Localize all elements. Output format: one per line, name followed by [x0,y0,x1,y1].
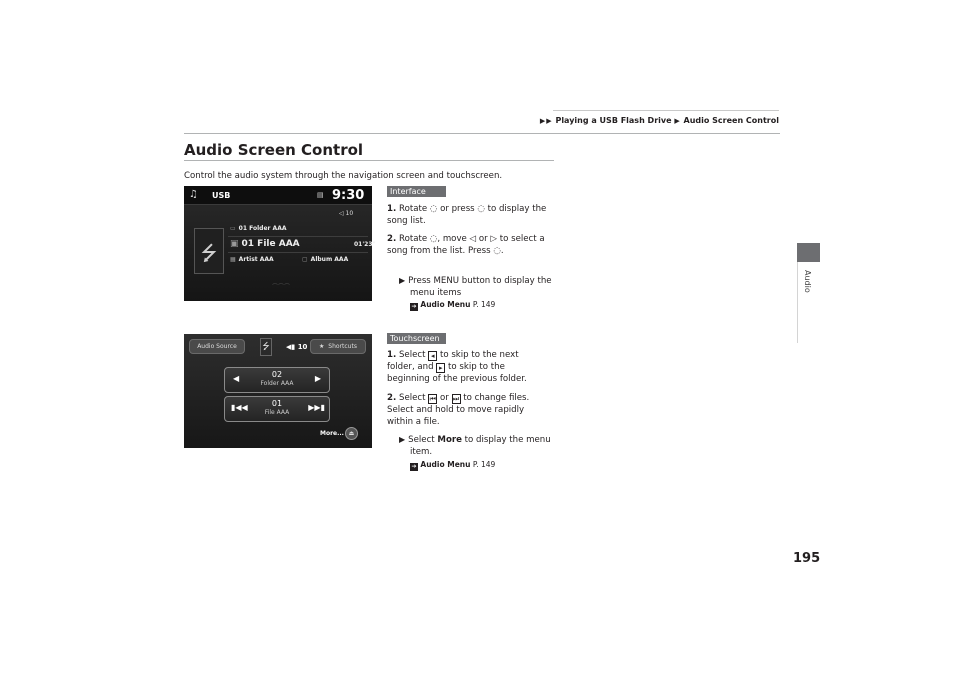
shortcuts-button: ★ Shortcuts [310,339,366,354]
touch-cross-reference[interactable]: ➔ Audio Menu P. 149 [411,460,496,470]
folder-label: Folder AAA [260,380,294,387]
album-row: ▢ Album AAA [302,256,349,263]
prev-folder-icon: ◀ [233,374,240,383]
breadcrumb-item-usb[interactable]: Playing a USB Flash Drive [555,116,672,125]
antenna-icon: ▤ [317,191,324,199]
eject-icon: ⏏ [345,427,358,440]
section-rule [184,133,780,134]
navigation-screen-image [184,186,376,301]
file-icon: ▣ [230,239,239,249]
skip-back-icon: ▮◀◀ [231,403,248,412]
breadcrumb-arrow-icon: ▶ [546,117,552,125]
speaker-icon: ◀▮ [286,343,296,351]
side-tab-label[interactable]: Audio [803,270,812,293]
usb-icon: ⭍ [194,228,224,274]
more-button: More... [320,430,344,437]
prev-folder-key-icon: ◂ [428,351,437,361]
file-label: File AAA [264,409,290,416]
artist-icon: ▦ [230,256,236,263]
reference-arrow-icon: ➔ [411,303,417,310]
skip-forward-icon: ▶▶▮ [308,403,325,412]
breadcrumb-arrow-icon: ▶ [674,117,680,125]
volume-indicator: ◀▮ 10 [286,343,308,351]
skip-forward-key-icon: ⏭ [452,395,460,403]
file-row: ▣ 01 File AAA [230,239,300,249]
triangle-bullet-icon: ▶ [399,276,406,285]
source-label: USB [212,191,231,200]
breadcrumb-item-audio-screen-control[interactable]: Audio Screen Control [683,116,779,125]
breadcrumb-arrow-icon: ▶ [539,117,546,125]
header-top-rule [553,110,779,111]
audio-source-button: Audio Source [189,339,245,354]
music-note-icon: ♫ [189,189,198,200]
folder-row: ▭ 01 Folder AAA [230,225,287,232]
touch-sub-note: ▶ Select More to display the menu item. [399,435,551,457]
touch-step-1: 1. Select ◂ to skip to the next folder, and ▸ to skip to the beginning of the previous folder. [387,350,527,384]
triangle-bullet-icon: ▶ [399,435,406,444]
intro-text: Control the audio system through the navigation screen and touchscreen. [184,171,503,181]
track-time: 01'23" [354,241,376,248]
next-folder-key-icon: ▸ [436,363,445,373]
clock: 9:30 [332,188,365,203]
skip-back-key-icon: ⏮ [429,395,436,403]
volume-indicator: ◁ 10 [339,210,354,217]
album-icon: ▢ [302,256,308,263]
page-title: Audio Screen Control [184,141,364,159]
star-icon: ★ [319,343,325,350]
side-tab-marker[interactable] [797,243,820,262]
interface-dial-tag: Interface Dial [387,186,446,197]
dial-step-1: 1. Rotate ◌ or press ◌ to display the song list. [387,204,547,226]
dial-step-2: 2. Rotate ◌, move ◁ or ▷ to select a song from the list. Press ◌. [387,234,545,256]
scroll-indicator-icon: ⌒⌒⌒ [272,284,291,291]
dial-cross-reference[interactable]: ➔ Audio Menu P. 149 [411,300,496,310]
dial-sub-note: ▶ Press MENU button to display the menu items [399,276,552,298]
touchscreen-tag: Touchscreen [387,333,446,344]
folder-icon: ▭ [230,225,236,232]
touch-step-2: 2. Select ⏮ or ⏭ to change files. Select and hold to move rapidly within a file. [387,393,530,427]
folder-number: 02 [271,370,283,379]
page-number: 195 [793,551,821,566]
next-folder-icon: ▶ [314,374,321,383]
breadcrumb [540,116,779,125]
touchscreen-image [184,334,372,448]
folder-control [224,367,330,393]
usb-icon: ⭍ [260,338,272,356]
artist-row: ▦ Artist AAA [230,256,274,263]
file-control [224,396,330,422]
row-divider [228,252,368,253]
title-rule [184,160,554,161]
row-divider [228,236,368,237]
reference-arrow-icon: ➔ [411,463,417,470]
file-number: 01 [271,399,283,408]
